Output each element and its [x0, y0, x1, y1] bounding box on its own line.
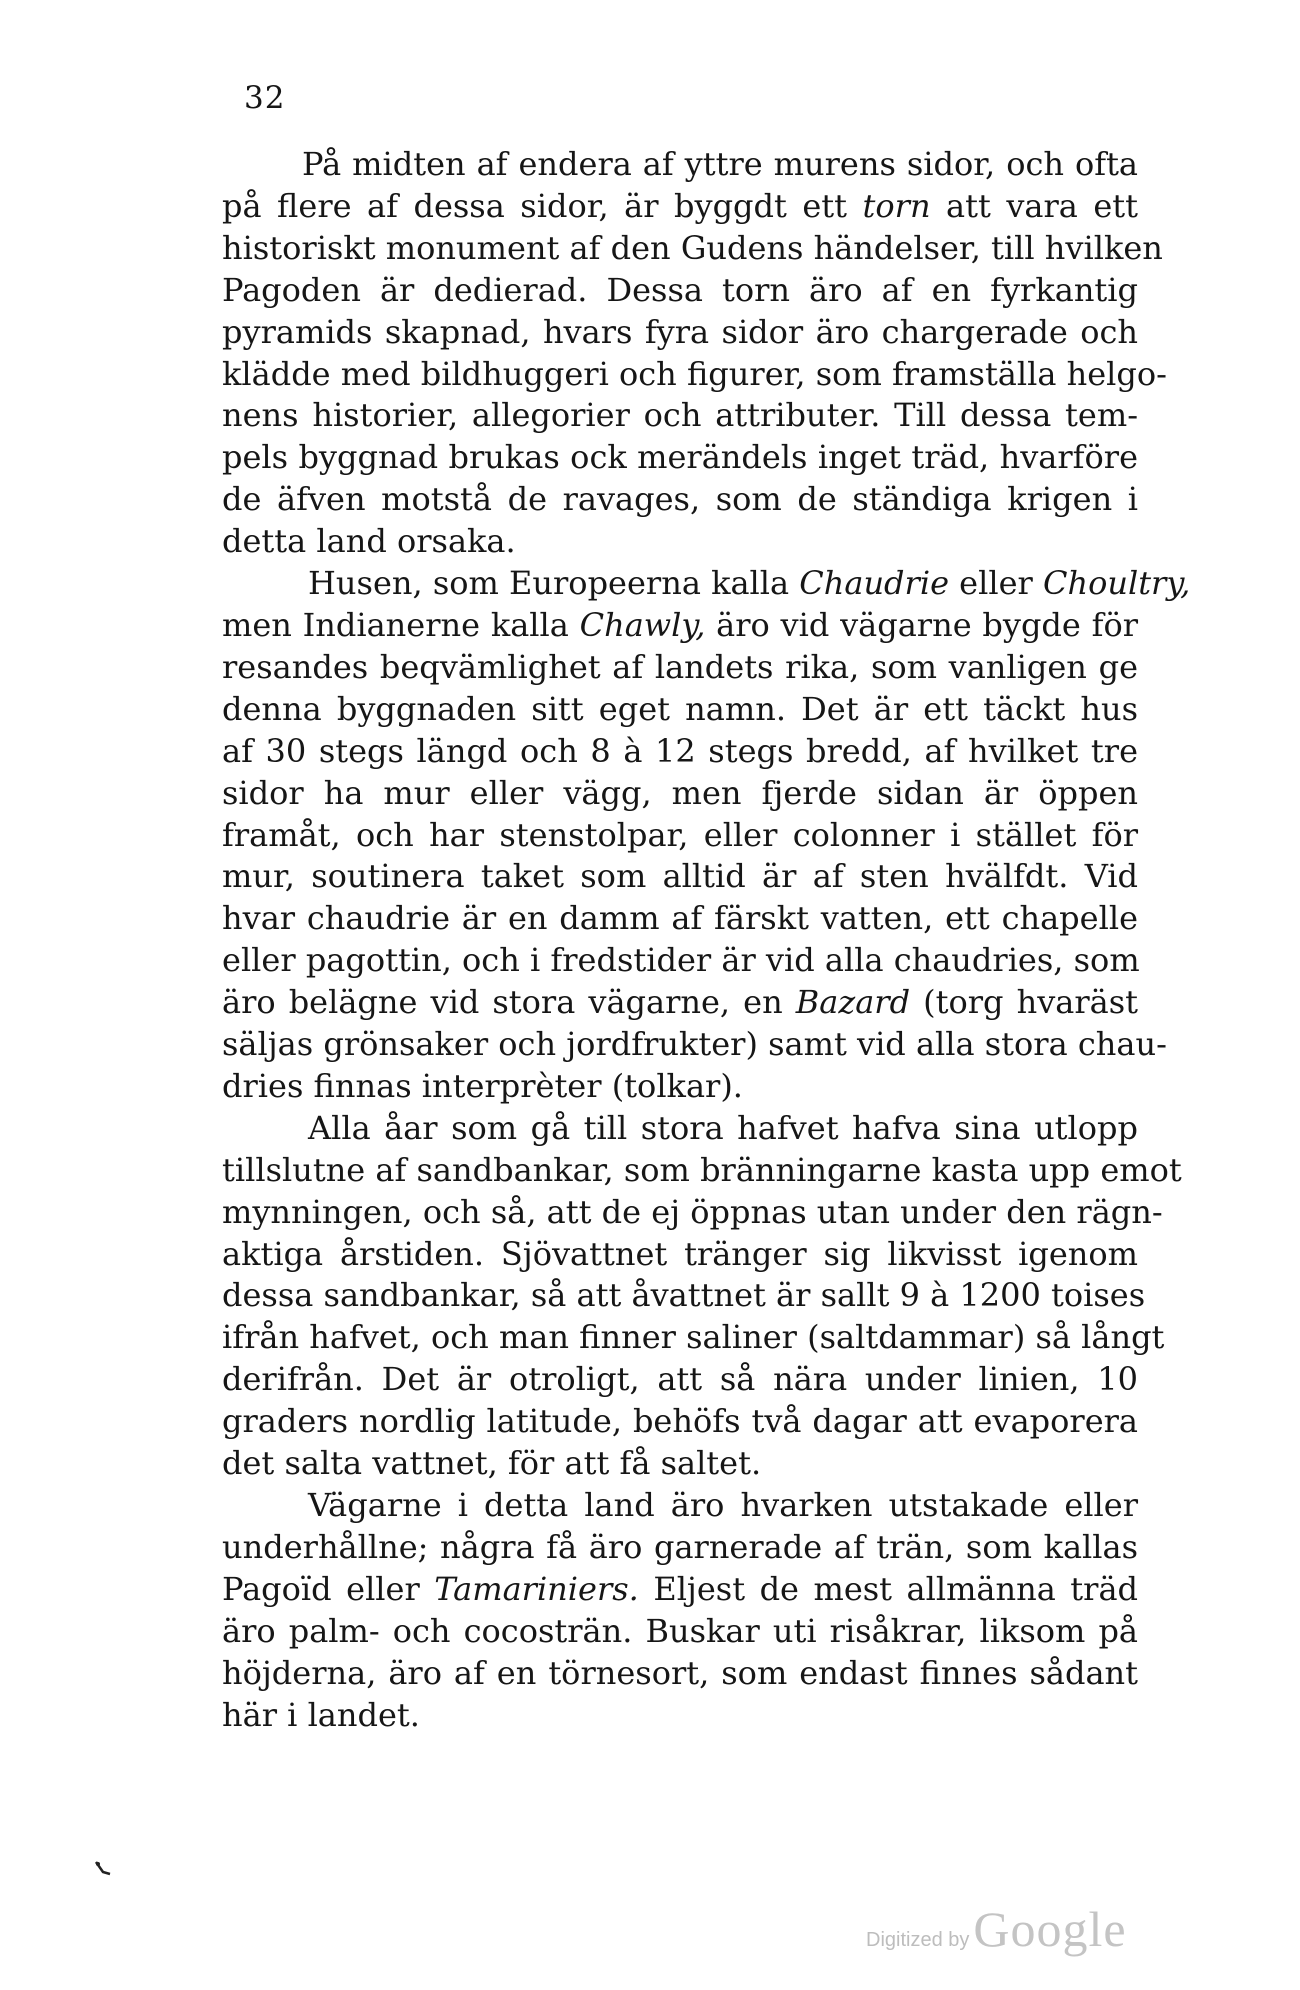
paragraph	[222, 563, 1191, 1108]
text-line: nens historier, allegorier och attributer. Till dessa tem-	[222, 396, 1138, 435]
text-line: denna byggnaden sitt eget namn. Det är ett täckt hus	[222, 689, 1138, 728]
text-line: äro palm- och cocosträn. Buskar uti risåkrar, liksom på	[222, 1611, 1138, 1650]
text-line: eller pagottin, och i fredstider är vid alla chaudries, som	[222, 941, 1140, 980]
paragraph	[222, 1485, 1138, 1736]
text-line: framåt, och har stenstolpar, eller colonner i stället för	[222, 815, 1138, 854]
italic-term: Choultry,	[1042, 564, 1191, 603]
italic-term: Tamariniers.	[434, 1569, 639, 1608]
text-line: mur, soutinera taket som alltid är af sten hvälfdt. Vid	[222, 857, 1138, 896]
watermark-brand: Google	[973, 1901, 1127, 1957]
text-line: här i landet.	[222, 1695, 420, 1734]
text-line: mynningen, och så, att de ej öppnas utan under den rägn-	[222, 1192, 1163, 1231]
text-line: Pagoïd eller Tamariniers. Eljest de mest allmänna träd	[222, 1569, 1139, 1608]
italic-term: torn	[862, 186, 931, 225]
text-line: klädde med bildhuggeri och figurer, som framställa helgo-	[222, 354, 1167, 393]
printer-mark-icon	[94, 1860, 112, 1878]
text-line: resandes beqvämlighet af landets rika, som vanligen ge	[222, 647, 1138, 686]
text-line: aktiga årstiden. Sjövattnet tränger sig likvisst igenom	[222, 1234, 1138, 1273]
watermark-prefix: Digitized by	[866, 1929, 970, 1951]
page-number: 32	[244, 80, 286, 116]
text-line: på flere af dessa sidor, är byggdt ett torn att vara ett	[222, 186, 1139, 225]
text-line: tillslutne af sandbankar, som bränningarne kasta upp emot	[222, 1150, 1182, 1189]
text-line: historiskt monument af den Gudens händelser, till hvilken	[222, 228, 1163, 267]
paragraph	[222, 144, 1167, 563]
text-line: dessa sandbankar, så att åvattnet är sallt 9 à 1200 toises	[222, 1276, 1146, 1315]
text-line: hvar chaudrie är en damm af färskt vatten, ett chapelle	[222, 899, 1138, 938]
text-line: sidor ha mur eller vägg, men fjerde sidan är öppen	[222, 773, 1138, 812]
text-line: På midten af endera af yttre murens sidor, och ofta	[302, 145, 1138, 183]
watermark	[866, 1900, 1127, 1958]
text-line: höjderna, äro af en törnesort, som endast finnes sådant	[222, 1653, 1138, 1692]
text-line: dries finnas interprèter (tolkar).	[222, 1066, 743, 1105]
text-line: säljas grönsaker och jordfrukter) samt vid alla stora chau-	[222, 1025, 1167, 1064]
text-line: graders nordlig latitude, behöfs två dagar att evaporera	[222, 1402, 1138, 1441]
text-line: derifrån. Det är otroligt, att så nära under linien, 10	[222, 1360, 1138, 1399]
text-line: Husen, som Europeerna kalla Chaudrie eller Choultry,	[308, 564, 1191, 603]
text-line: af 30 stegs längd och 8 à 12 stegs bredd, af hvilket tre	[222, 731, 1138, 770]
body-text	[222, 144, 1191, 1736]
text-line: men Indianerne kalla Chawly, äro vid vägarne bygde för	[222, 605, 1139, 644]
text-line: äro belägne vid stora vägarne, en Bazard (torg hvaräst	[222, 983, 1139, 1022]
italic-term: Chawly,	[579, 605, 706, 644]
text-line: ifrån hafvet, och man finner saliner (saltdammar) så långt	[222, 1318, 1165, 1357]
italic-term: Bazard	[795, 983, 911, 1022]
text-line: det salta vattnet, för att få saltet.	[222, 1444, 762, 1483]
text-line: pels byggnad brukas ock merändels inget träd, hvarföre	[222, 438, 1138, 477]
text-line: detta land orsaka.	[222, 522, 516, 561]
paragraph	[222, 1108, 1182, 1485]
text-line: Vägarne i detta land äro hvarken utstakade eller	[308, 1486, 1138, 1524]
text-line: Alla åar som gå till stora hafvet hafva sina utlopp	[308, 1108, 1138, 1147]
text-line: underhållne; några få äro garnerade af trän, som kallas	[222, 1527, 1138, 1566]
text-line: Pagoden är dedierad. Dessa torn äro af en fyrkantig	[222, 270, 1138, 309]
text-line: pyramids skapnad, hvars fyra sidor äro chargerade och	[222, 312, 1138, 351]
italic-term: Chaudrie	[799, 564, 949, 603]
text-line: de äfven motstå de ravages, som de ständiga krigen i	[222, 480, 1138, 519]
